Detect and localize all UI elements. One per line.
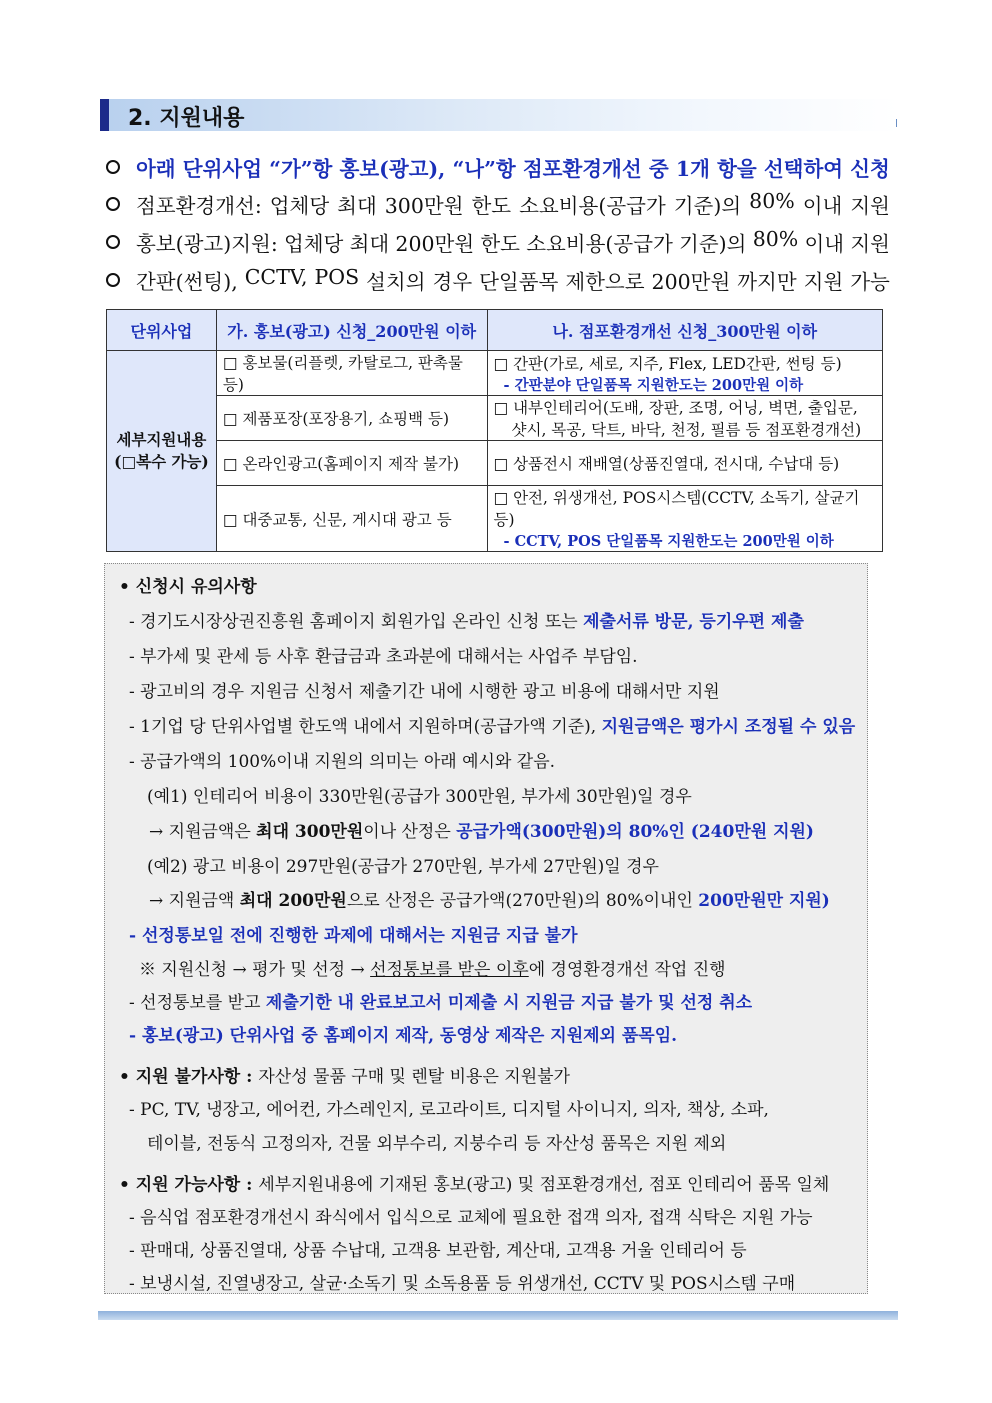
circle-bullet-icon [106, 197, 120, 211]
table-cell [487, 351, 883, 396]
table-cell: □ 온라인광고(홈페이지 제작 불가) [216, 441, 487, 486]
cell-line: □ 내부인테리어(도배, 장판, 조명, 어닝, 벽면, 출입문, [493, 399, 858, 417]
example-line: (예2) 광고 비용이 297만원(공급가 270만원, 부가세 27만원)일 경우 [147, 857, 659, 877]
note-line: - 1기업 당 단위사업별 한도액 내에서 지원하며(공급가액 기준), 지원금액은 평가시 조정될 수 있음 [129, 717, 856, 737]
note-line: - 광고비의 경우 지원금 신청서 제출기간 내에 시행한 광고 비용에 대해서만 지원 [129, 682, 720, 702]
note-line: - 음식업 점포환경개선시 좌식에서 입식으로 교체에 필요한 접객 의자, 접객 식탁은 지원 가능 [129, 1208, 813, 1228]
section-header-tick [896, 119, 897, 127]
note-line: - 경기도시장상권진흥원 홈페이지 회원가입 온라인 신청 또는 제출서류 방문, 등기우편 제출 [129, 612, 804, 632]
note-line: - PC, TV, 냉장고, 에어컨, 가스레인지, 로고라이트, 디지털 사이니지, 의자, 책상, 소파, [129, 1100, 769, 1120]
table-row [107, 396, 883, 441]
notes-heading: • 신청시 유의사항 [119, 577, 257, 597]
cell-subnote: - 간판분야 단일품목 지원한도는 200만원 이하 [503, 376, 804, 394]
note-line: 테이블, 전동식 고정의자, 건물 외부수리, 지붕수리 등 자산성 품목은 지원 제외 [147, 1134, 727, 1154]
table-cell [487, 486, 883, 552]
table-row [107, 486, 883, 552]
example-result-line: → 지원금액 최대 200만원으로 산정은 공급가액(270만원)의 80%이내인 200만원만 지원) [149, 891, 830, 911]
note-line: - 홍보(광고) 단위사업 중 홈페이지 제작, 동영상 제작은 지원제외 품목임. [129, 1026, 678, 1046]
table-cell [487, 396, 883, 441]
notes-box [104, 563, 868, 1294]
cell-line: □ 안전, 위생개선, POS시스템(CCTV, 소독기, 살균기 등) [493, 489, 860, 529]
example-result-line: → 지원금액은 최대 300만원이나 산정은 공급가액(300만원)의 80%인 (240만원 지원) [149, 822, 814, 842]
bullet-text: 점포환경개선: 업체당 최대 300만원 한도 소요비용(공급가 기준)의 80% 이내 지원 [136, 189, 890, 218]
table-row [107, 351, 883, 396]
notes-heading: • 지원 불가사항 : 자산성 물품 구매 및 렌탈 비용은 지원불가 [119, 1067, 570, 1087]
circle-bullet-icon [106, 235, 120, 249]
row-header-line: 세부지원내용 [116, 430, 207, 449]
section-header-accent-bar [100, 99, 109, 131]
table-cell: □ 제품포장(포장용기, 쇼핑백 등) [216, 396, 487, 441]
bullet-line-3 [106, 226, 890, 258]
note-line: - 선정통보일 전에 진행한 과제에 대해서는 지원금 지급 불가 [129, 926, 578, 946]
bullet-line-4 [106, 264, 890, 296]
footer-divider-bar [98, 1311, 898, 1320]
table-header-cell: 나. 점포환경개선 신청_300만원 이하 [487, 310, 883, 351]
note-line: - 보냉시설, 진열냉장고, 살균·소독기 및 소독용품 등 위생개선, CCTV 및 POS시스템 구매 [129, 1274, 796, 1294]
cell-subnote: - CCTV, POS 단일품목 지원한도는 200만원 이하 [503, 533, 834, 550]
bullet-line-2 [106, 188, 890, 220]
circle-bullet-icon [106, 273, 120, 287]
table-row [107, 441, 883, 486]
example-line: (예1) 인테리어 비용이 330만원(공급가 300만원, 부가세 30만원)일 경우 [147, 787, 692, 807]
note-line: - 판매대, 상품진열대, 상품 수납대, 고객용 보관함, 계산대, 고객용 거울 인테리어 등 [129, 1241, 747, 1261]
cell-line: □ 간판(가로, 세로, 지주, Flex, LED간판, 썬팅 등) [493, 354, 842, 373]
note-line: - 공급가액의 100%이내 지원의 의미는 아래 예시와 같음. [129, 752, 556, 772]
notes-heading: • 지원 가능사항 : 세부지원내용에 기재된 홍보(광고) 및 점포환경개선, 점포 인테리어 품목 일체 [119, 1175, 830, 1195]
table-header-row [107, 310, 883, 351]
table-cell: □ 홍보물(리플렛, 카탈로그, 판촉물 등) [216, 351, 487, 396]
table-header-cell: 가. 홍보(광고) 신청_200만원 이하 [216, 310, 487, 351]
bullet-text: 간판(썬팅), CCTV, POS 설치의 경우 단일품목 제한으로 200만원 까지만 지원 가능 [136, 265, 890, 294]
row-header-line: (□복수 가능) [114, 452, 209, 471]
cell-line: 샷시, 목공, 닥트, 바닥, 천정, 필름 등 점포환경개선) [511, 421, 862, 439]
note-line: - 부가세 및 관세 등 사후 환급금과 초과분에 대해서는 사업주 부담임. [129, 647, 638, 667]
bullet-line-1 [106, 151, 890, 183]
bullet-text: 홍보(광고)지원: 업체당 최대 200만원 한도 소요비용(공급가 기준)의 80% 이내 지원 [136, 227, 890, 256]
bullet-text: 아래 단위사업 “가”항 홍보(광고), “나”항 점포환경개선 중 1개 항을 선택하여 신청 [136, 157, 890, 181]
note-line: ※ 지원신청 → 평가 및 선정 → 선정통보를 받은 이후에 경영환경개선 작업 진행 [139, 960, 726, 980]
table-header-cell: 단위사업 [107, 310, 217, 351]
circle-bullet-icon [106, 160, 120, 174]
note-line: - 선정통보를 받고 제출기한 내 완료보고서 미제출 시 지원금 지급 불가 및 선정 취소 [129, 993, 753, 1013]
support-table [106, 309, 883, 552]
section-title: 2. 지원내용 [128, 106, 245, 131]
table-cell: □ 상품전시 재배열(상품진열대, 전시대, 수납대 등) [487, 441, 883, 486]
row-header-cell [107, 351, 217, 552]
table-cell: □ 대중교통, 신문, 게시대 광고 등 [216, 486, 487, 552]
